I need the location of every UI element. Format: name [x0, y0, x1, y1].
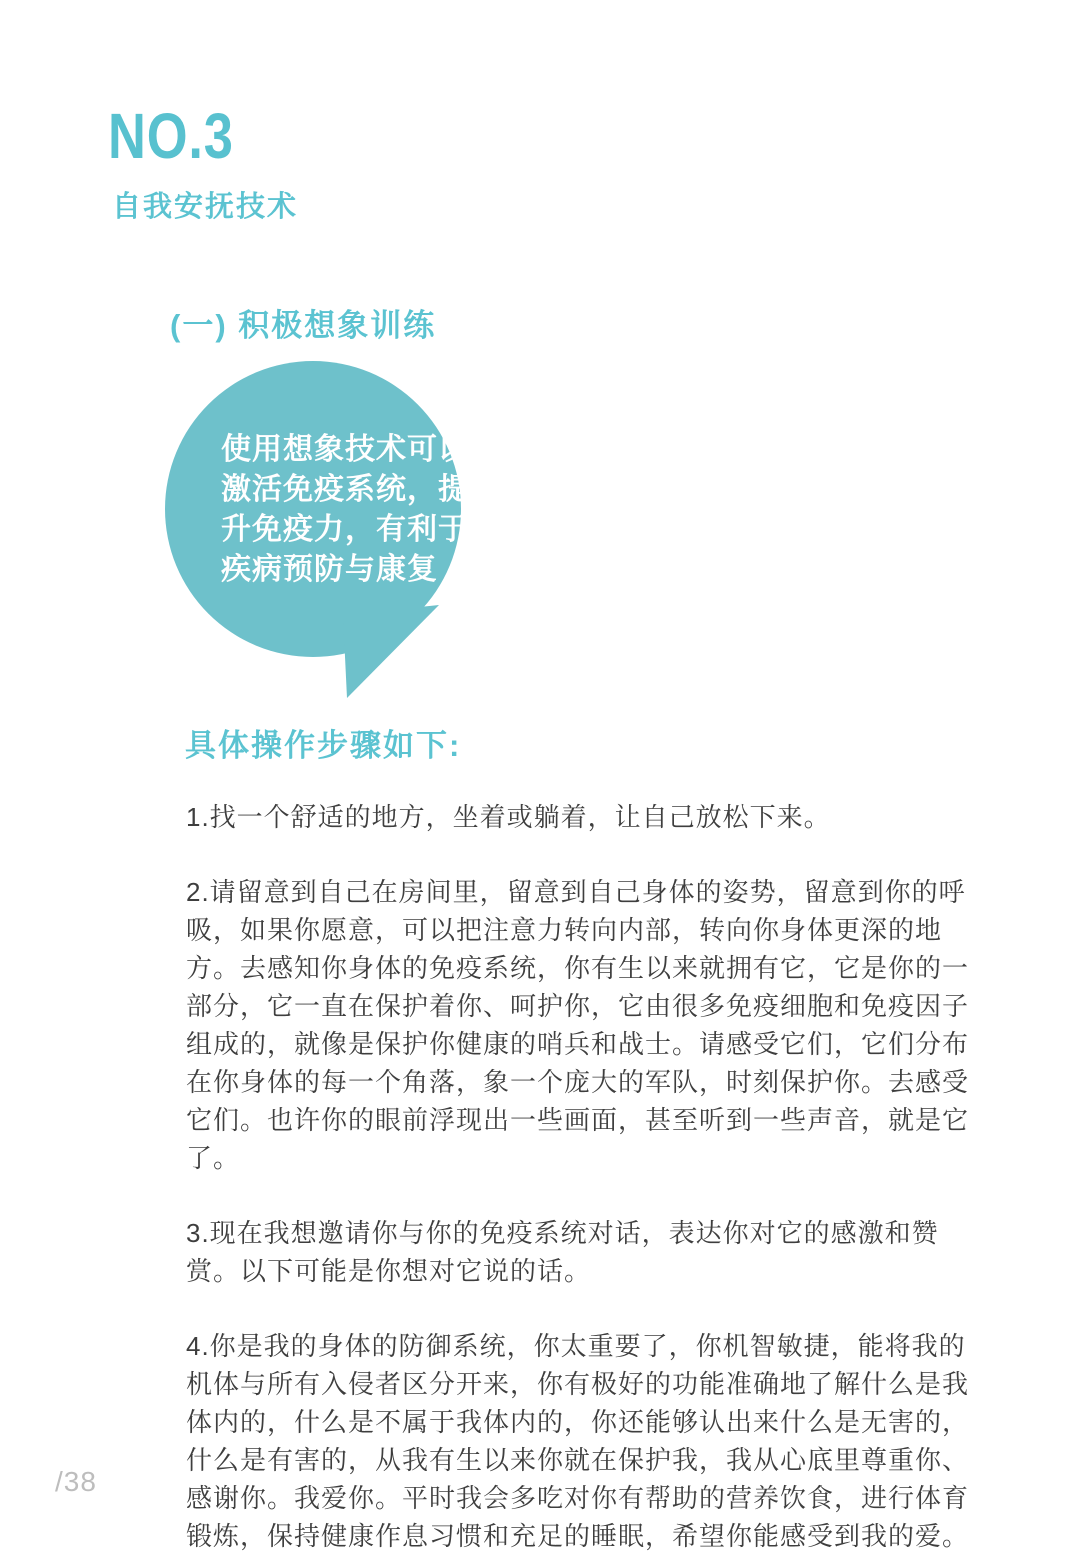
chapter-number: NO.3 — [108, 100, 234, 172]
page-number: /38 — [55, 1466, 97, 1497]
steps-heading: 具体操作步骤如下: — [185, 728, 462, 763]
section-title: (一) 积极想象训练 — [170, 308, 437, 343]
step-paragraph-4: 4.你是我的身体的防御系统，你太重要了，你机智敏捷，能将我的机体与所有入侵者区分开来，你有极好的功能准确地了解什么是我体内的，什么是不属于我体内的，你还能够认出来什么是无害的，什么是有害的，从我有生以来你就在保护我，我从心底里尊重你、感谢你。我爱你。平时我会多吃对你有帮助的营养饮食，进行体育锻炼，保持健康作息习惯和充足的睡眠，希望你能感受到我的爱。 — [186, 1331, 970, 1551]
speech-bubble — [165, 360, 469, 705]
steps-list — [186, 798, 980, 1560]
speech-bubble-text: 使用想象技术可以激活免疫系统，提升免疫力，有利于疾病预防与康复 — [221, 433, 469, 586]
step-paragraph-1: 1.找一个舒适的地方，坐着或躺着，让自己放松下来。 — [186, 802, 831, 832]
step-paragraph-3: 3.现在我想邀请你与你的免疫系统对话，表达你对它的感激和赞赏。以下可能是你想对它说的话。 — [186, 1218, 939, 1286]
step-paragraph-2: 2.请留意到自己在房间里，留意到自己身体的姿势，留意到你的呼吸，如果你愿意，可以把注意力转向内部，转向你身体更深的地方。去感知你身体的免疫系统，你有生以来就拥有它，它是你的一部分，它一直在保护着你、呵护你，它由很多免疫细胞和免疫因子组成的，就像是保护你健康的哨兵和战士。请感受它们，它们分布在你身体的每一个角落，象一个庞大的军队，时刻保护你。去感受它们。也许你的眼前浮现出一些画面，甚至听到一些声音，就是它了。 — [186, 877, 970, 1173]
chapter-title: 自我安抚技术 — [112, 191, 299, 223]
